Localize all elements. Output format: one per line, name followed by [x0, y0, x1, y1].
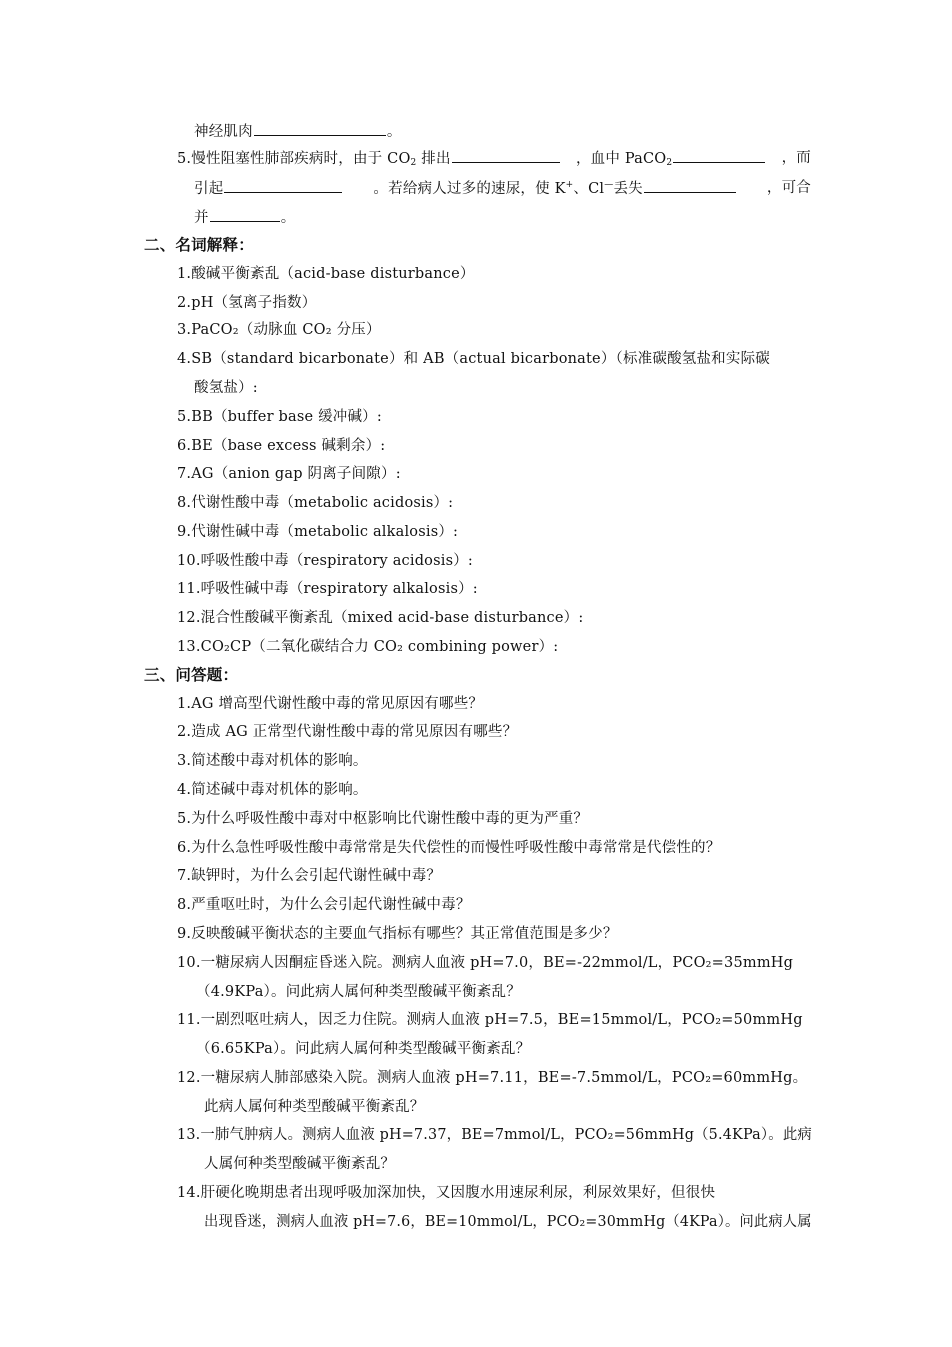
question-item-continuation: 出现昏迷，测病人血液 pH=7.6，BE=10mmol/L，PCO₂=30mmHg（4KPa）。问此病人属 — [204, 1214, 812, 1230]
answer-blank[interactable] — [254, 121, 386, 136]
question-item-continuation: （6.65KPa）。问此病人属何种类型酸碱平衡紊乱？ — [196, 1041, 531, 1057]
question-item: 10.一糖尿病人因酮症昏迷入院。测病人血液 pH=7.0，BE=-22mmol/L，PCO₂=35mmHg — [177, 955, 794, 971]
term-item: 12.混合性酸碱平衡紊乱（mixed acid-base disturbance）: — [177, 610, 584, 626]
question-item-continuation: （4.9KPa）。问此病人属何种类型酸碱平衡紊乱？ — [196, 984, 521, 1000]
q4-tail-line: 神经肌肉 。 — [194, 121, 402, 142]
question-item: 6.为什么急性呼吸性酸中毒常常是失代偿性的而慢性呼吸性酸中毒常常是代偿性的？ — [177, 840, 721, 856]
term-item: 5.BB（buffer base 缓冲碱）: — [177, 409, 382, 425]
term-item: 9.代谢性碱中毒（metabolic alkalosis）: — [177, 524, 459, 540]
question-item: 2.造成 AG 正常型代谢性酸中毒的常见原因有哪些？ — [177, 724, 518, 740]
q5-line-2: 引起 。若给病人过多的速尿，使 K+、Cl—丢失 ，可合 — [194, 180, 811, 197]
section3-heading: 三、问答题： — [144, 665, 239, 684]
answer-blank[interactable] — [644, 178, 736, 193]
question-item: 3.简述酸中毒对机体的影响。 — [177, 753, 368, 769]
question-item: 7.缺钾时，为什么会引起代谢性碱中毒？ — [177, 868, 442, 884]
term-item: 2.pH（氢离子指数） — [177, 295, 317, 311]
question-item: 4.简述碱中毒对机体的影响。 — [177, 782, 368, 798]
term-item: 6.BE（base excess 碱剩余）: — [177, 438, 386, 454]
term-item: 10.呼吸性酸中毒（respiratory acidosis）: — [177, 553, 474, 569]
term-item: 8.代谢性酸中毒（metabolic acidosis）: — [177, 495, 454, 511]
q5-line-3: 并 。 — [194, 207, 295, 228]
answer-blank[interactable] — [210, 207, 280, 222]
section2-heading: 二、名词解释： — [144, 235, 254, 254]
term-item: 4.SB（standard bicarbonate）和 AB（actual bicarbonate）（标准碳酸氢盐和实际碳 — [177, 351, 770, 367]
term-item: 7.AG（anion gap 阴离子间隙）: — [177, 466, 401, 482]
answer-blank[interactable] — [224, 178, 342, 193]
question-item: 1.AG 增高型代谢性酸中毒的常见原因有哪些？ — [177, 696, 484, 712]
question-item-continuation: 人属何种类型酸碱平衡紊乱？ — [204, 1156, 396, 1172]
answer-blank[interactable] — [673, 148, 765, 163]
question-item: 13.一肺气肿病人。测病人血液 pH=7.37，BE=7mmol/L，PCO₂=56mmHg（5.4KPa）。此病 — [177, 1127, 812, 1143]
term-item-continuation: 酸氢盐）: — [194, 380, 258, 396]
question-item: 8.严重呕吐时，为什么会引起代谢性碱中毒？ — [177, 897, 471, 913]
question-item-continuation: 此病人属何种类型酸碱平衡紊乱？ — [204, 1099, 425, 1115]
question-item: 9.反映酸碱平衡状态的主要血气指标有哪些？其正常值范围是多少？ — [177, 926, 618, 942]
term-item: 1.酸碱平衡紊乱（acid-base disturbance） — [177, 266, 475, 282]
q5-line-1: 5.慢性阻塞性肺部疾病时，由于 $CO_2$ 排出 ，血中 PaCO$_2$ ，而 — [177, 150, 811, 168]
question-item: 14.肝硬化晚期患者出现呼吸加深加快，又因腹水用速尿利尿，利尿效果好，但很快 — [177, 1185, 716, 1201]
question-item: 5.为什么呼吸性酸中毒对中枢影响比代谢性酸中毒的更为严重？ — [177, 811, 589, 827]
question-item: 12.一糖尿病人肺部感染入院。测病人血液 pH=7.11，BE=-7.5mmol/L，PCO₂=60mmHg。 — [177, 1070, 808, 1086]
term-item: 11.呼吸性碱中毒（respiratory alkalosis）: — [177, 581, 478, 597]
term-item: 3.PaCO₂（动脉血 CO₂ 分压） — [177, 322, 381, 338]
answer-blank[interactable] — [452, 148, 560, 163]
term-item: 13.CO₂CP（二氧化碳结合力 CO₂ combining power）: — [177, 639, 559, 655]
question-item: 11.一剧烈呕吐病人，因乏力住院。测病人血液 pH=7.5，BE=15mmol/L，PCO₂=50mmHg — [177, 1012, 803, 1028]
